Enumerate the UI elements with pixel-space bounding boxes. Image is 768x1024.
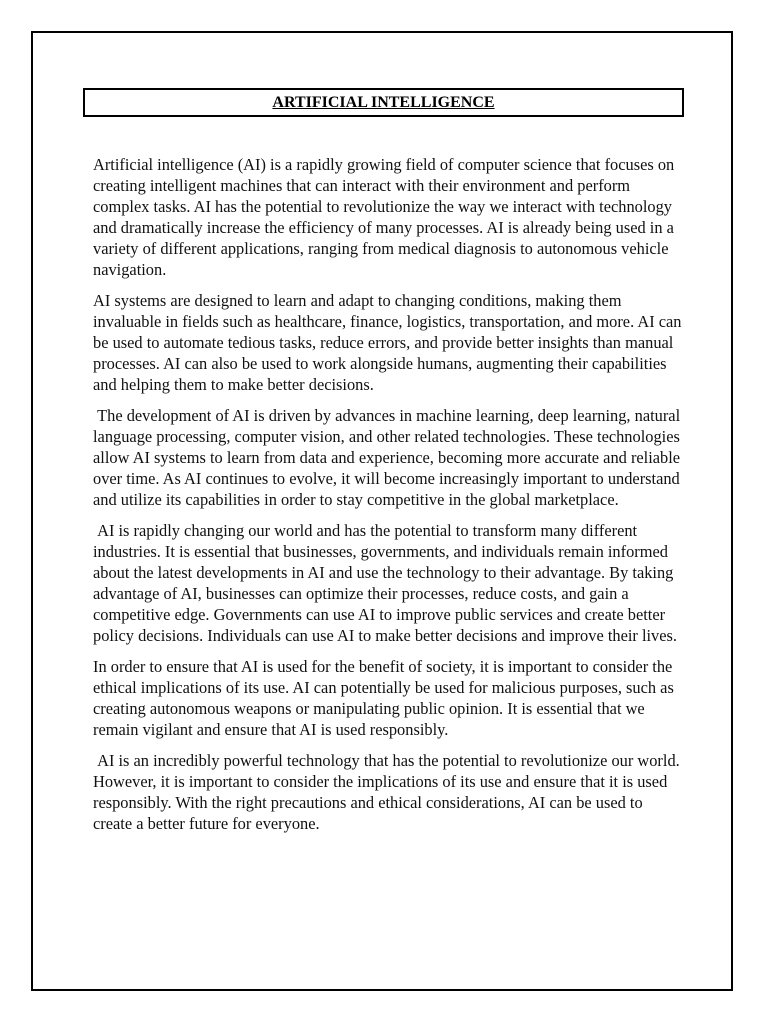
document-title: ARTIFICIAL INTELLIGENCE (272, 93, 495, 111)
document-body (93, 154, 686, 844)
paragraph-systems: AI systems are designed to learn and adapt to changing conditions, making them invaluable in fields such as healthcare, finance, logistics, transportation, and more. AI can be used to automate tedious tasks, reduce errors, and provide better insights than manual processes. AI can also be used to work alongside humans, augmenting their capabilities and helping them to make better decisions. (93, 291, 686, 394)
paragraph-ethics: In order to ensure that AI is used for the benefit of society, it is important to consider the ethical implications of its use. AI can potentially be used for malicious purposes, such as creating autonomous weapons or manipulating public opinion. It is essential that we remain vigilant and ensure that AI is used responsibly. (93, 657, 678, 739)
paragraph-development: The development of AI is driven by advances in machine learning, deep learning, natural language processing, computer vision, and other related technologies. These technologies allow AI systems to learn from data and experience, becoming more accurate and reliable over time. As AI continues to evolve, it will become increasingly important to understand and utilize its capabilities in order to stay competitive in the global marketplace. (93, 406, 685, 509)
paragraph-intro: Artificial intelligence (AI) is a rapidly growing field of computer science that focuses on creating intelligent machines that can interact with their environment and perform complex tasks. AI has the potential to revolutionize the way we interact with technology and dramatically increase the efficiency of many processes. AI is already being used in a variety of different applications, ranging from medical diagnosis to autonomous vehicle navigation. (93, 155, 679, 279)
paragraph-impact: AI is rapidly changing our world and has the potential to transform many different industries. It is essential that businesses, governments, and individuals remain informed about the latest developments in AI and use the technology to their advantage. By taking advantage of AI, businesses can optimize their processes, reduce costs, and gain a competitive edge. Governments can use AI to improve public services and create better policy decisions. Individuals can use AI to make better decisions and improve their lives. (93, 521, 678, 645)
paragraph-conclusion: AI is an incredibly powerful technology that has the potential to revolutionize our world. However, it is important to consider the implications of its use and ensure that it is used responsibly. With the right precautions and ethical considerations, AI can be used to create a better future for everyone. (93, 751, 684, 833)
title-box (83, 88, 684, 117)
